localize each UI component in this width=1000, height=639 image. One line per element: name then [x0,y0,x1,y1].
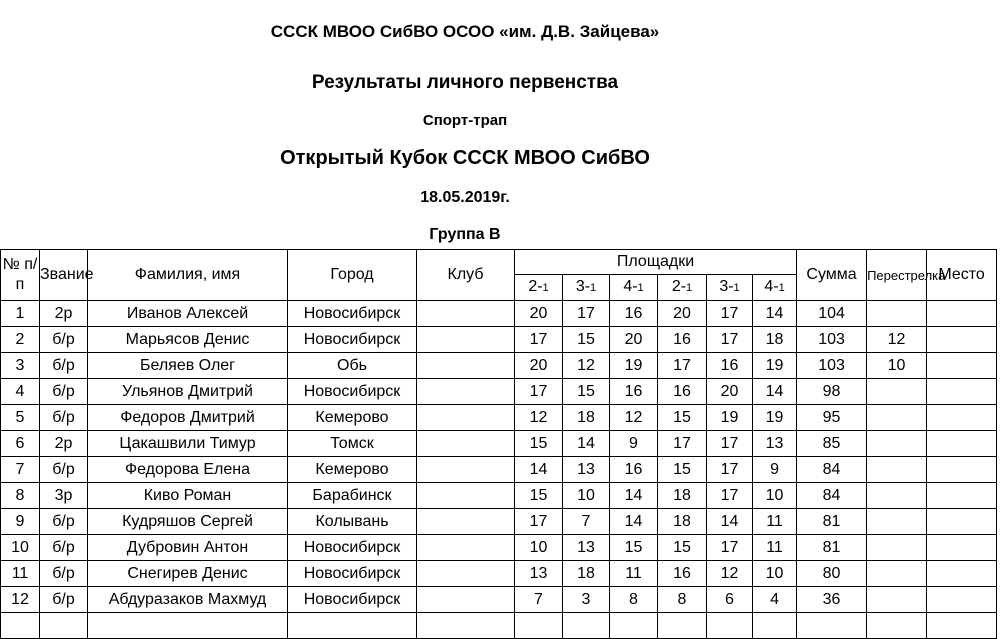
row-rank [40,613,88,639]
row-score: 16 [707,353,753,379]
row-sum: 81 [797,535,867,561]
row-number: 8 [1,483,40,509]
table-row [1,353,997,379]
row-sum: 104 [797,301,867,327]
row-club [417,561,515,587]
row-sum: 103 [797,353,867,379]
row-name: Беляев Олег [88,353,288,379]
competition-name: Открытый Кубок СССК МВОО СибВО [280,147,650,169]
row-score: 20 [515,353,563,379]
row-place [927,379,997,405]
row-rank: 2р [40,431,88,457]
row-shootoff [867,431,927,457]
row-name: Абдуразаков Махмуд [88,587,288,613]
row-sum: 84 [797,457,867,483]
row-city: Новосибирск [288,327,417,353]
row-name: Ульянов Дмитрий [88,379,288,405]
row-place [927,431,997,457]
row-shootoff [867,483,927,509]
row-place [927,405,997,431]
row-number: 11 [1,561,40,587]
results-table [0,249,997,639]
row-place [927,509,997,535]
row-score: 17 [707,301,753,327]
row-rank: б/р [40,509,88,535]
row-place [927,561,997,587]
row-city: Томск [288,431,417,457]
row-club [417,301,515,327]
row-club [417,483,515,509]
competition-date: 18.05.2019г. [420,189,510,206]
row-sum: 81 [797,509,867,535]
row-score: 15 [658,535,707,561]
row-club [417,509,515,535]
row-shootoff [867,379,927,405]
row-name: Федоров Дмитрий [88,405,288,431]
row-city: Обь [288,353,417,379]
row-score: 14 [753,379,797,405]
row-score: 16 [610,457,658,483]
platform-label: 4-1 [753,275,797,301]
row-score: 17 [707,535,753,561]
row-city: Новосибирск [288,379,417,405]
row-number: 7 [1,457,40,483]
row-score: 15 [563,379,610,405]
col-header-club: Клуб [417,250,515,301]
row-city: Колывань [288,509,417,535]
table-row [1,431,997,457]
organization-title: СССК МВОО СибВО ОСОО «им. Д.В. Зайцева» [270,22,660,41]
col-header-city: Город [288,250,417,301]
row-place [927,483,997,509]
row-sum: 103 [797,327,867,353]
row-number: 1 [1,301,40,327]
table-row [1,509,997,535]
row-score: 17 [707,431,753,457]
row-score: 12 [707,561,753,587]
row-rank: б/р [40,457,88,483]
row-score: 17 [707,457,753,483]
table-row [1,561,997,587]
row-rank: б/р [40,587,88,613]
row-score: 10 [753,483,797,509]
row-score: 12 [610,405,658,431]
row-score: 15 [658,457,707,483]
row-place [927,457,997,483]
row-score: 17 [515,379,563,405]
row-shootoff [867,561,927,587]
row-name: Марьясов Денис [88,327,288,353]
row-score: 15 [610,535,658,561]
table-row [1,405,997,431]
row-score: 11 [753,509,797,535]
row-shootoff [867,405,927,431]
row-rank: б/р [40,535,88,561]
row-score: 15 [515,431,563,457]
row-club [417,613,515,639]
row-score: 15 [515,483,563,509]
row-sum: 98 [797,379,867,405]
row-number: 3 [1,353,40,379]
row-score: 19 [707,405,753,431]
row-score: 16 [610,379,658,405]
row-club [417,405,515,431]
row-shootoff [867,509,927,535]
row-city: Новосибирск [288,301,417,327]
col-header-place: Место [927,250,997,301]
row-score: 10 [515,535,563,561]
table-row [1,457,997,483]
row-shootoff [867,587,927,613]
row-rank: 3р [40,483,88,509]
row-score: 17 [658,353,707,379]
row-name: Дубровин Антон [88,535,288,561]
row-sum: 84 [797,483,867,509]
col-header-number: № п/п [1,250,40,301]
row-score: 17 [658,431,707,457]
table-row [1,587,997,613]
row-number: 9 [1,509,40,535]
row-score: 19 [610,353,658,379]
col-header-sum: Сумма [797,250,867,301]
row-score: 17 [515,327,563,353]
row-rank: б/р [40,561,88,587]
row-city: Новосибирск [288,587,417,613]
platform-label: 2-1 [658,275,707,301]
row-place [927,327,997,353]
table-row [1,483,997,509]
row-score: 18 [563,405,610,431]
row-score: 6 [707,587,753,613]
row-score: 9 [753,457,797,483]
row-club [417,457,515,483]
row-city: Кемерово [288,405,417,431]
row-score: 17 [707,327,753,353]
row-score: 18 [563,561,610,587]
row-score [707,613,753,639]
row-score: 11 [753,535,797,561]
row-number: 4 [1,379,40,405]
row-city: Новосибирск [288,535,417,561]
row-score: 10 [753,561,797,587]
col-header-rank: Звание [40,250,88,301]
row-score: 9 [610,431,658,457]
row-club [417,587,515,613]
row-score: 13 [563,535,610,561]
row-city [288,613,417,639]
table-row [1,535,997,561]
col-header-name: Фамилия, имя [88,250,288,301]
row-score: 16 [658,561,707,587]
row-score: 20 [515,301,563,327]
row-score: 18 [658,483,707,509]
row-score: 19 [753,353,797,379]
row-place [927,613,997,639]
row-sum: 80 [797,561,867,587]
row-shootoff [867,613,927,639]
row-city: Барабинск [288,483,417,509]
row-number: 12 [1,587,40,613]
row-place [927,587,997,613]
table-row [1,301,997,327]
row-score: 20 [658,301,707,327]
platform-label: 3-1 [707,275,753,301]
col-header-shootoff: Перестрелка [867,250,927,301]
row-score: 18 [658,509,707,535]
row-score: 3 [563,587,610,613]
row-score: 13 [563,457,610,483]
row-number: 6 [1,431,40,457]
table-row [1,613,997,639]
row-score: 15 [658,405,707,431]
row-score: 7 [515,587,563,613]
sport-discipline: Спорт-трап [422,112,508,129]
row-number [1,613,40,639]
row-score: 16 [658,379,707,405]
document-title: Результаты личного первенства [311,72,619,93]
platform-label: 2-1 [515,275,563,301]
row-shootoff [867,301,927,327]
row-score: 19 [753,405,797,431]
row-name: Иванов Алексей [88,301,288,327]
row-name [88,613,288,639]
row-score [515,613,563,639]
row-name: Киво Роман [88,483,288,509]
row-score: 8 [610,587,658,613]
row-score: 17 [563,301,610,327]
row-score: 8 [658,587,707,613]
table-row [1,327,997,353]
row-score: 14 [753,301,797,327]
row-score: 20 [610,327,658,353]
row-score: 16 [610,301,658,327]
row-score: 13 [753,431,797,457]
row-place [927,535,997,561]
row-score: 14 [610,509,658,535]
row-score: 17 [707,483,753,509]
row-score: 20 [707,379,753,405]
row-rank: б/р [40,353,88,379]
row-shootoff: 10 [867,353,927,379]
row-name: Кудряшов Сергей [88,509,288,535]
row-rank: б/р [40,405,88,431]
row-sum: 36 [797,587,867,613]
row-sum: 95 [797,405,867,431]
row-score: 17 [515,509,563,535]
row-score: 10 [563,483,610,509]
row-score: 12 [563,353,610,379]
row-score: 16 [658,327,707,353]
row-shootoff: 12 [867,327,927,353]
row-name: Федорова Елена [88,457,288,483]
row-score: 15 [563,327,610,353]
row-score: 12 [515,405,563,431]
row-sum: 85 [797,431,867,457]
row-rank: б/р [40,327,88,353]
row-place [927,301,997,327]
row-club [417,431,515,457]
row-score [753,613,797,639]
row-place [927,353,997,379]
col-header-platforms: Площадки [515,250,797,275]
row-score: 14 [707,509,753,535]
row-rank: б/р [40,379,88,405]
row-name: Снегирев Денис [88,561,288,587]
row-score: 14 [610,483,658,509]
row-score: 7 [563,509,610,535]
row-club [417,353,515,379]
row-score: 4 [753,587,797,613]
row-score [658,613,707,639]
row-name: Цакашвили Тимур [88,431,288,457]
row-score: 14 [515,457,563,483]
row-number: 2 [1,327,40,353]
row-club [417,327,515,353]
row-score [610,613,658,639]
row-number: 10 [1,535,40,561]
row-score [563,613,610,639]
row-city: Новосибирск [288,561,417,587]
row-sum [797,613,867,639]
row-score: 18 [753,327,797,353]
row-shootoff [867,457,927,483]
row-club [417,535,515,561]
results-body [1,301,997,639]
row-rank: 2р [40,301,88,327]
table-row [1,379,997,405]
platform-label: 3-1 [563,275,610,301]
row-score: 11 [610,561,658,587]
row-score: 13 [515,561,563,587]
row-shootoff [867,535,927,561]
platform-label: 4-1 [610,275,658,301]
row-score: 14 [563,431,610,457]
group-label: Группа В [429,226,501,243]
row-number: 5 [1,405,40,431]
row-city: Кемерово [288,457,417,483]
row-club [417,379,515,405]
